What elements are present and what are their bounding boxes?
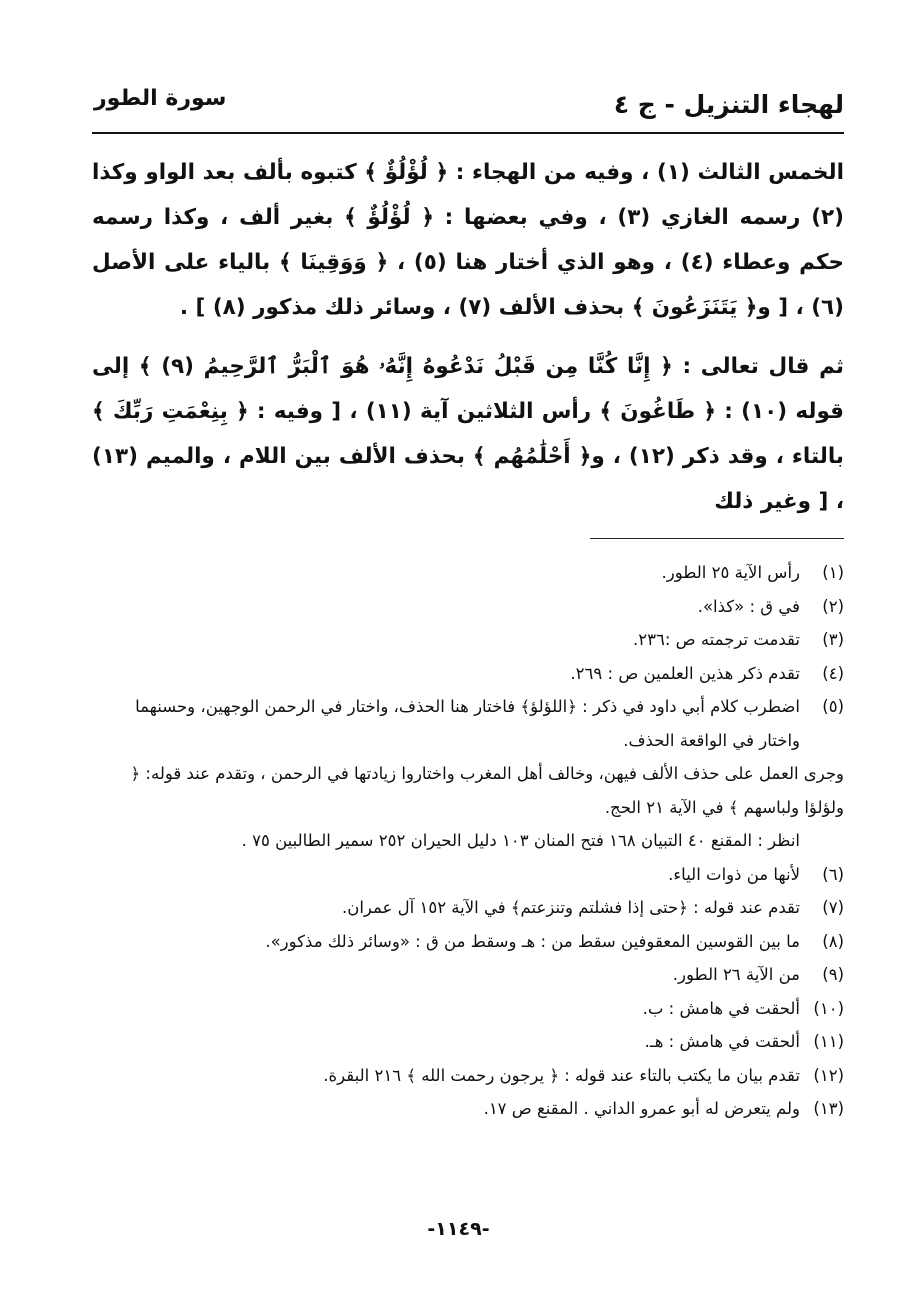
footnote-text: اضطرب كلام أبي داود في ذكر : ﴿اللؤلؤ﴾ فاختار هنا الحذف، واختار في الرحمن الوجهين، وحسنهما واختار في الواقعة الحذف. <box>135 697 800 750</box>
footnote-divider <box>590 538 844 539</box>
footnote-text: ألحقت في هامش : هـ. <box>644 1032 800 1051</box>
book-title: لهجاء التنزيل - ج ٤ <box>613 90 844 119</box>
footnote-text: لأنها من ذوات الياء. <box>668 864 800 884</box>
footnote-text: تقدم عند قوله : ﴿حتى إذا فشلتم وتنزعتم﴾ في الآية ١٥٢ آل عمران. <box>341 898 800 917</box>
footnote-number: (١٠) <box>813 998 844 1018</box>
footnote <box>92 1059 844 1093</box>
footnote-number: (٧) <box>822 898 844 917</box>
footnote <box>92 891 844 925</box>
footnote-number: (٤) <box>822 663 844 683</box>
footnote-text: ولم يتعرض له أبو عمرو الداني . المقنع ص ١٧. <box>483 1099 800 1118</box>
footnote-text: ألحقت في هامش : ب. <box>642 998 800 1018</box>
footnote-text: في ق : «كذا». <box>697 596 800 616</box>
footnote-number: (١) <box>822 563 844 582</box>
surah-title: سورة الطور <box>94 86 227 111</box>
footnote-text: من الآية ٢٦ الطور. <box>672 965 800 984</box>
footnote-number: (٢) <box>822 596 844 616</box>
footnote-text: تقدم بيان ما يكتب بالتاء عند قوله : ﴿ يرجون رحمت الله ﴾ ٢١٦ البقرة. <box>323 1065 800 1085</box>
footnotes <box>92 556 844 1126</box>
footnote-text: تقدم ذكر هذين العلمين ص : ٢٦٩. <box>570 663 800 683</box>
footnote <box>92 657 844 691</box>
page-header <box>92 84 844 134</box>
footnote <box>92 1025 844 1059</box>
page-number: -١١٤٩- <box>427 1218 490 1240</box>
footnote <box>92 623 844 657</box>
footnote-text: تقدمت ترجمته ص :٢٣٦. <box>633 630 800 649</box>
footnote-number: (١٢) <box>813 1065 844 1085</box>
footnote <box>92 1092 844 1126</box>
footnote-continuation: وجرى العمل على حذف الألف فيهن، وخالف أهل المغرب واختاروا زيادتها في الرحمن ، وتقدم عند قوله: ﴿ ولؤلؤا ولباسهم ﴾ في الآية ٢١ الحج. <box>130 764 844 817</box>
main-paragraph-2: ثم قال تعالى : ﴿ إِنَّا كُنَّا مِن قَبْلُ نَدْعُوهُ إِنَّهُۥ هُوَ ٱلْبَرُّ ٱلرَّحِيمُ (٩) ﴾ إلى قوله (١٠) : ﴿ طَاغُونَ ﴾ رأس الثلاثين آية (١١) ، [ وفيه : ﴿ بِنِعْمَتِ رَبِّكَ ﴾ بالتاء ، وقد ذكر (١٢) ، و﴿ أَحْلَٰمُهُم ﴾ بحذف الألف بين اللام ، والميم (١٣) ، [ وغير ذلك <box>92 354 845 514</box>
main-text <box>92 150 844 524</box>
footnote <box>92 690 844 757</box>
footnote <box>92 556 844 590</box>
footnote-number: (٦) <box>822 864 844 884</box>
footnote-number: (١١) <box>813 1032 844 1051</box>
main-paragraph-1: الخمس الثالث (١) ، وفيه من الهجاء : ﴿ لُؤْلُؤٌ ﴾ كتبوه بألف بعد الواو وكذا (٢) رسمه الغازي (٣) ، وفي بعضها : ﴿ لُؤْلُؤٌ ﴾ بغير ألف ، وكذا رسمه حكم وعطاء (٤) ، وهو الذي أختار هنا (٥) ، ﴿ وَوَقِينَا ﴾ بالياء على الأصل (٦) ، [ و﴿ يَتَنَزَعُونَ ﴾ بحذف الألف (٧) ، وسائر ذلك مذكور (٨) ] . <box>92 160 844 320</box>
footnote-number: (٣) <box>822 630 844 649</box>
footnote-text: رأس الآية ٢٥ الطور. <box>661 563 800 582</box>
footnote-number: (٩) <box>822 965 844 984</box>
footnote <box>92 925 844 959</box>
footnote <box>92 858 844 892</box>
footnote-number: (٨) <box>822 931 844 951</box>
footnote <box>92 958 844 992</box>
footnote-number: (١٣) <box>813 1099 844 1118</box>
footnote <box>92 590 844 624</box>
footnote-text: ما بين القوسين المعقوفين سقط من : هـ وسقط من ق : «وسائر ذلك مذكور». <box>265 931 800 951</box>
footnote-reference-line: انظر : المقنع ٤٠ التبيان ١٦٨ فتح المنان ١٠٣ دليل الحيران ٢٥٢ سمير الطالبين ٧٥ . <box>241 831 800 850</box>
footnote <box>92 992 844 1026</box>
footnote-number: (٥) <box>822 697 844 716</box>
